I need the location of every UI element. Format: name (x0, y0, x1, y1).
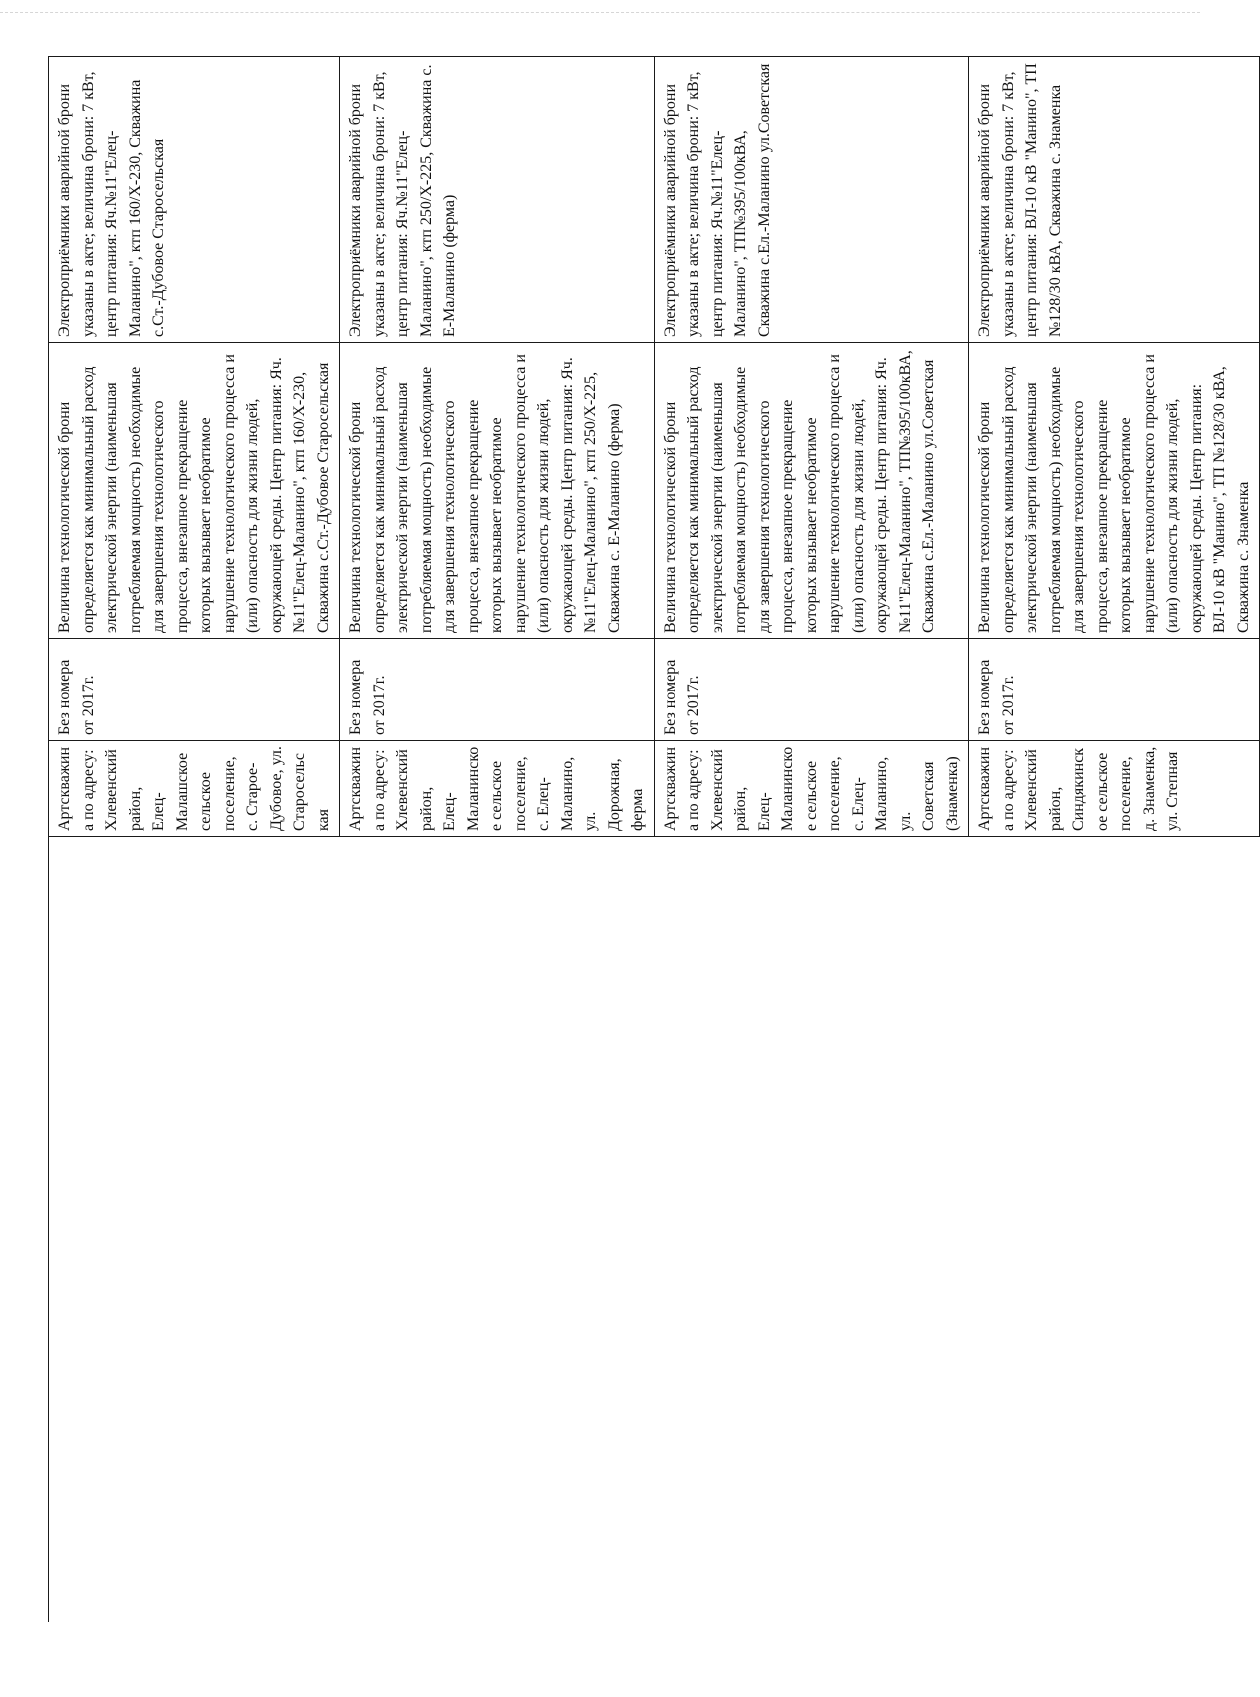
cell-document: Без номера от 2017г. (969, 639, 1260, 741)
cell-reserve-value: Электроприёмники аварийной брони указаны в акте; величина брони: 7 кВт, центр питания: Яч.№11"Елец-Маланино", ктп 250/Х-225, Скважина с. Е-Маланино (ферма) (340, 57, 655, 343)
table-row (969, 57, 1260, 837)
cell-description: Величина технологической брони определяется как минимальный расход электрической энергии (наименьшая потребляемая мощность) необходимые для завершения технологического процесса, внезапное прекращение которых вызывает необратимое нарушение технологического процесса и (или) опасность для жизни людей, окружающей среды. Центр питания: Яч.№11"Елец-Маланино", ктп 160/Х-230, Скважина с.Ст.-Дубовое Старосельская (49, 343, 340, 639)
table-row (654, 57, 969, 837)
cell-reserve-value: Электроприёмники аварийной брони указаны в акте; величина брони: 7 кВт, центр питания: Яч.№11"Елец-Маланино", ТП№395/100кВА, Скважина с.Ел.-Маланино ул.Советская (654, 57, 969, 343)
cell-document: Без номера от 2017г. (654, 639, 969, 741)
emergency-reserve-table (48, 56, 1260, 837)
cell-description: Величина технологической брони определяется как минимальный расход электрической энергии (наименьшая потребляемая мощность) необходимые для завершения технологического процесса, внезапное прекращение которых вызывает необратимое нарушение технологического процесса и (или) опасность для жизни людей, окружающей среды. Центр питания: Яч.№11"Елец-Маланино", ТП№395/100кВА, Скважина с.Ел.-Маланино ул.Советская (654, 343, 969, 639)
signature-line (48, 639, 49, 1622)
cell-description: Величина технологической брони определяется как минимальный расход электрической энергии (наименьшая потребляемая мощность) необходимые для завершения технологического процесса, внезапное прекращение которых вызывает необратимое нарушение технологического процесса и (или) опасность для жизни людей, окружающей среды. Центр питания: Яч.№11"Елец-Маланино", ктп 250/Х-225, Скважина с. Е-Маланино (ферма) (340, 343, 655, 639)
cell-description: Величина технологической брони определяется как минимальный расход электрической энергии (наименьшая потребляемая мощность) необходимые для завершения технологического процесса, внезапное прекращение которых вызывает необратимое нарушение технологического процесса и (или) опасность для жизни людей, окружающей среды. Центр питания: ВЛ-10 кВ "Манино", ТП №128/30 кВА, Скважина с. Знаменка (969, 343, 1260, 639)
cell-document: Без номера от 2017г. (340, 639, 655, 741)
cell-address: Артскважина по адресу: Хлевенский район, Елец-Маланинское сельское поселение, с. Елец-Маланино, ул. Советская (Знаменка) (654, 741, 969, 837)
table-row (49, 57, 340, 837)
cell-reserve-value: Электроприёмники аварийной брони указаны в акте; величина брони: 7 кВт, центр питания: ВЛ-10 кВ "Манино", ТП №128/30 кВА, Скважина с. Знаменка (969, 57, 1260, 343)
cell-reserve-value: Электроприёмники аварийной брони указаны в акте; величина брони: 7 кВт, центр питания: Яч.№11"Елец-Маланино", ктп 160/Х-230, Скважина с.Ст.-Дубовое Старосельская (49, 57, 340, 343)
cell-address: Артскважина по адресу: Хлевенский район, Елец-Маланинское сельское поселение, с. Елец-Маланино, ул. Дорожная, ферма (340, 741, 655, 837)
cell-address: Артскважина по адресу: Хлевенский район, Синдякинское сельское поселение, д. Знаменка, ул. Степная (969, 741, 1260, 837)
cell-address: Артскважина по адресу: Хлевенский район, Елец-Малашское сельское поселение, с. Старое-Дубовое, ул. Старосельская (49, 741, 340, 837)
table-row (340, 57, 655, 837)
cell-document: Без номера от 2017г. (49, 639, 340, 741)
